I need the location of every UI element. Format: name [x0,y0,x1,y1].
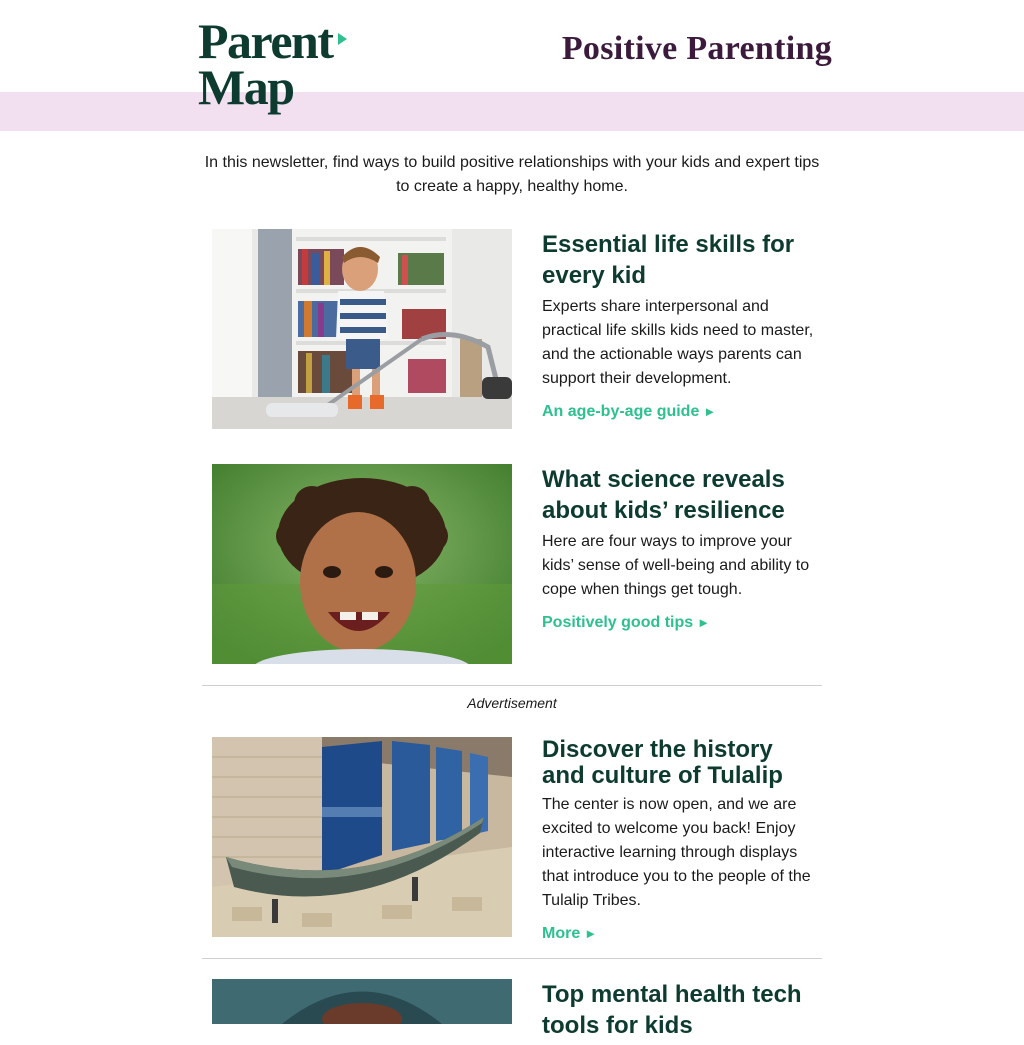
article-image-tulalip[interactable] [212,737,512,937]
link-label: More [542,925,581,942]
newsletter-header [0,0,1024,115]
article-image-mental-health[interactable] [212,979,512,1024]
article-text-tulalip [542,737,822,943]
article-description: The center is now open, and we are excited to welcome you back! Enjoy interactive learning through displays that introduce you to the people of the Tulalip Tribes. [542,796,811,909]
article-title[interactable]: Essential life skills for every kid [542,231,795,289]
header-band [0,92,1024,131]
link-label: Positively good tips [542,614,694,631]
good-tips-link[interactable] [542,614,710,632]
logo-text-parent: Parent [198,13,333,69]
more-link[interactable] [542,925,597,943]
intro-text: In this newsletter, find ways to build positive relationships with your kids and expert tips to create a happy, healthy home. [204,154,820,195]
article-image-life-skills[interactable] [212,229,512,429]
arrow-right-icon: ► [703,404,717,419]
section-title: Positive Parenting [561,30,832,67]
age-guide-link[interactable] [542,403,716,421]
article-text-resilience [542,464,822,632]
article-description: Experts share interpersonal and practical life skills kids need to master, and the actionable ways parents can support their development. [542,298,814,387]
logo-play-icon [338,33,347,45]
arrow-right-icon: ► [697,615,711,630]
article-image-resilience[interactable] [212,464,512,664]
logo-text-map: Map [198,59,294,115]
ad-divider-bottom [202,958,822,959]
canoe-exhibit-image [212,737,512,937]
arrow-right-icon: ► [584,926,598,941]
link-label: An age-by-age guide [542,403,700,420]
article-title[interactable]: What science reveals about kids’ resilience [542,466,785,524]
ad-divider-top [202,685,822,686]
article-text-life-skills [542,229,822,421]
vacuum-boy-image [212,229,512,429]
advertisement-label: Advertisement [467,695,557,711]
smiling-girl-image [212,464,512,664]
article-title[interactable]: Top mental health tech tools for kids [542,981,802,1039]
article-text-mental-health [542,979,822,1045]
hooded-child-image [212,979,512,1024]
parentmap-logo[interactable] [198,13,358,115]
article-description: Here are four ways to improve your kids’ sense of well-being and ability to cope when things get tough. [542,533,810,598]
article-title[interactable]: Discover the history and culture of Tulalip [542,736,783,789]
